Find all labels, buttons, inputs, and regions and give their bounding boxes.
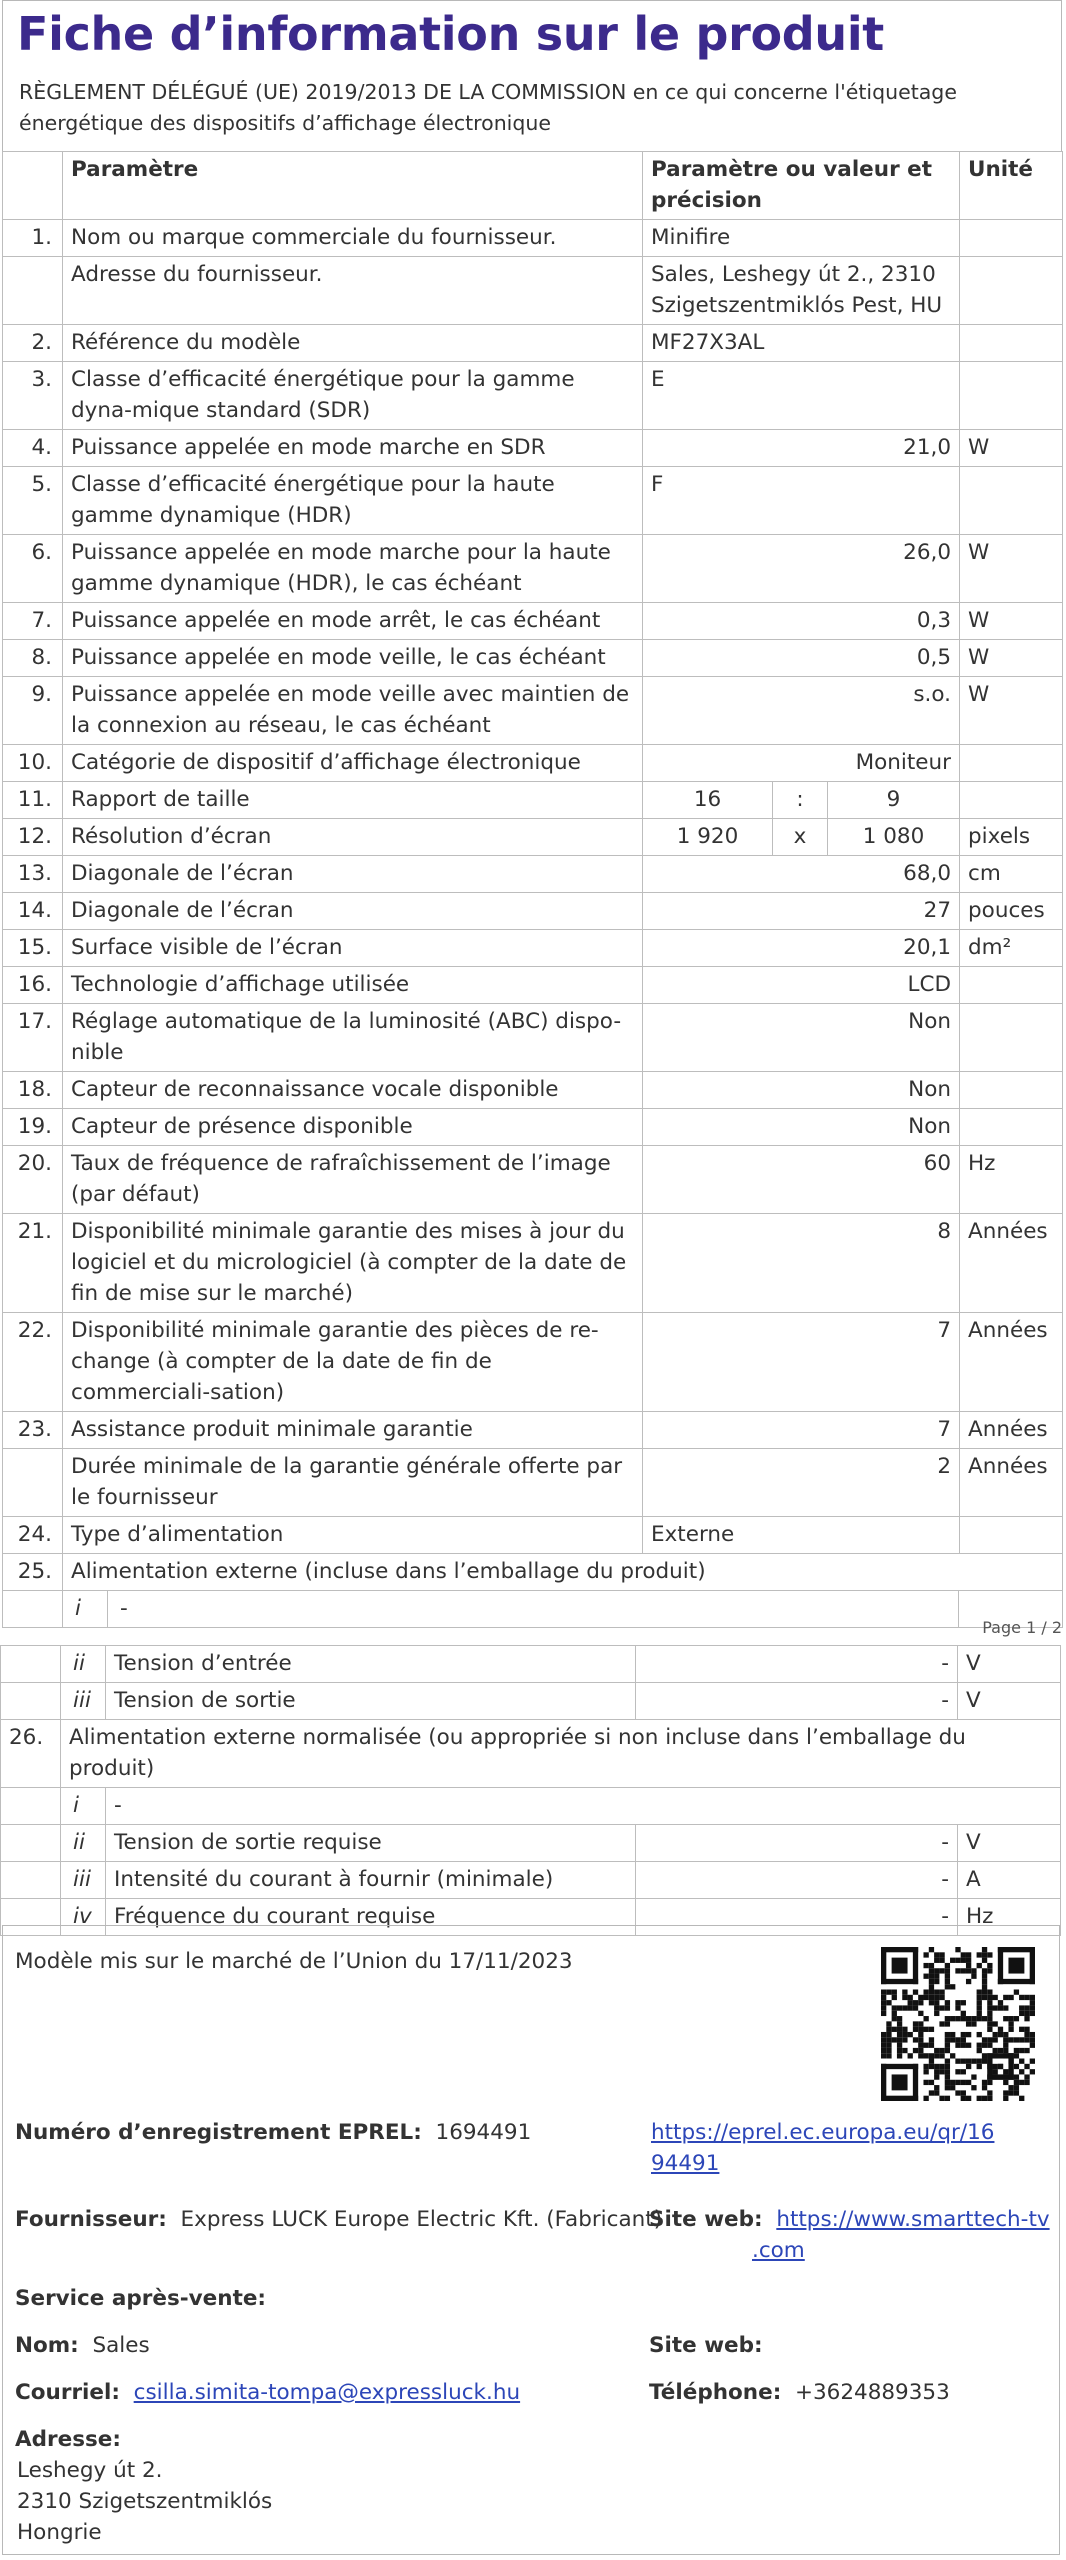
row-number: 20. xyxy=(3,1146,63,1214)
website-link-line-1[interactable]: https://www.smarttech-tv xyxy=(776,2207,1050,2232)
subrow-unit: Hz xyxy=(958,1899,1061,1936)
row-number: 25. xyxy=(3,1554,63,1591)
page-number: Page 1 / 2 xyxy=(982,1618,1062,1637)
table-subrow xyxy=(1,1683,1061,1720)
eprel-link-line-2[interactable]: 94491 xyxy=(651,2151,720,2176)
row-value-b: 1 080 xyxy=(828,819,960,856)
row-unit: cm xyxy=(960,856,1063,893)
row-number xyxy=(1,1646,61,1683)
name-value: Sales xyxy=(92,2333,150,2358)
row-unit: pixels xyxy=(960,819,1063,856)
row-number: 11. xyxy=(3,782,63,819)
table-row xyxy=(3,1517,1063,1554)
subrow-key: ii xyxy=(61,1825,106,1862)
row-value: 0,3 xyxy=(643,603,960,640)
row-number: 23. xyxy=(3,1412,63,1449)
eprel-label: Numéro d’enregistrement EPREL: xyxy=(15,2120,422,2145)
row-number xyxy=(3,1449,63,1517)
table-row xyxy=(3,1554,1063,1591)
website-label: Site web: xyxy=(649,2207,763,2232)
page-title: Fiche d’information sur le produit xyxy=(17,7,884,61)
supplier xyxy=(15,2204,662,2235)
subrow-unit: A xyxy=(958,1862,1061,1899)
email-label: Courriel: xyxy=(15,2380,120,2405)
row-parameter: Puissance appelée en mode arrêt, le cas échéant xyxy=(63,603,643,640)
row-parameter: Rapport de taille xyxy=(63,782,643,819)
row-parameter: Réglage automatique de la luminosité (ABC) dispo-nible xyxy=(63,1004,643,1072)
row-unit: pouces xyxy=(960,893,1063,930)
row-parameter: Type d’alimentation xyxy=(63,1517,643,1554)
row-unit: W xyxy=(960,603,1063,640)
row-value-a: 1 920 xyxy=(643,819,773,856)
row-parameter: Référence du modèle xyxy=(63,325,643,362)
row-value-b: 9 xyxy=(828,782,960,819)
row-unit: W xyxy=(960,677,1063,745)
service-email xyxy=(15,2377,520,2408)
row-number: 3. xyxy=(3,362,63,430)
row-unit: dm² xyxy=(960,930,1063,967)
row-number: 13. xyxy=(3,856,63,893)
table-row xyxy=(3,1313,1063,1412)
row-parameter: Puissance appelée en mode veille, le cas échéant xyxy=(63,640,643,677)
row-value: 2 xyxy=(643,1449,960,1517)
row-value-separator: x xyxy=(773,819,828,856)
header-parameter: Paramètre xyxy=(63,152,643,220)
row-parameter: Durée minimale de la garantie générale offerte par le fournisseur xyxy=(63,1449,643,1517)
row-number: 12. xyxy=(3,819,63,856)
supplier-website xyxy=(649,2204,1050,2266)
row-parameter: Disponibilité minimale garantie des mises à jour du logiciel et du micrologiciel (à compter de la date de fin de mise sur le marché) xyxy=(63,1214,643,1313)
row-parameter: Diagonale de l’écran xyxy=(63,893,643,930)
table-subrow xyxy=(1,1825,1061,1862)
row-unit: Hz xyxy=(960,1146,1063,1214)
subrow-key: iii xyxy=(61,1862,106,1899)
row-parameter: Taux de fréquence de rafraîchissement de l’image (par défaut) xyxy=(63,1146,643,1214)
row-parameter: Catégorie de dispositif d’affichage électronique xyxy=(63,745,643,782)
table-row xyxy=(3,782,1063,819)
table-row xyxy=(3,1109,1063,1146)
row-value: Non xyxy=(643,1072,960,1109)
eprel-registration xyxy=(15,2117,531,2148)
table-row xyxy=(3,1449,1063,1517)
subrow-key: ii xyxy=(61,1646,106,1683)
row-parameter: Puissance appelée en mode veille avec maintien de la connexion au réseau, le cas échéant xyxy=(63,677,643,745)
row-unit xyxy=(960,325,1063,362)
row-number: 1. xyxy=(3,220,63,257)
row-parameter: Alimentation externe normalisée (ou appropriée si non incluse dans l’emballage du produit) xyxy=(61,1720,1061,1788)
row-number: 21. xyxy=(3,1214,63,1313)
row-value: E xyxy=(643,362,960,430)
product-parameter-table xyxy=(2,151,1063,1628)
row-parameter: Classe d’efficacité énergétique pour la haute gamme dynamique (HDR) xyxy=(63,467,643,535)
row-parameter: Assistance produit minimale garantie xyxy=(63,1412,643,1449)
subrow-parameter: Fréquence du courant requise xyxy=(106,1899,636,1936)
row-value: F xyxy=(643,467,960,535)
row-unit xyxy=(960,1517,1063,1554)
row-unit: Années xyxy=(960,1313,1063,1412)
row-parameter: Technologie d’affichage utilisée xyxy=(63,967,643,1004)
row-value: 7 xyxy=(643,1313,960,1412)
address-label: Adresse: xyxy=(15,2427,121,2452)
row-unit xyxy=(960,745,1063,782)
table-row xyxy=(3,856,1063,893)
table-row xyxy=(3,1412,1063,1449)
subrow-parameter: Tension d’entrée xyxy=(106,1646,636,1683)
eprel-link[interactable] xyxy=(651,2117,994,2179)
row-parameter: Classe d’efficacité énergétique pour la gamme dyna-mique standard (SDR) xyxy=(63,362,643,430)
table-row xyxy=(3,1072,1063,1109)
row-number: 2. xyxy=(3,325,63,362)
row-value: 8 xyxy=(643,1214,960,1313)
row-value: 0,5 xyxy=(643,640,960,677)
row-parameter: Puissance appelée en mode marche pour la haute gamme dynamique (HDR), le cas échéant xyxy=(63,535,643,603)
after-sales-heading: Service après-vente: xyxy=(15,2286,267,2311)
row-number: 14. xyxy=(3,893,63,930)
table-row xyxy=(3,257,1063,325)
service-phone xyxy=(649,2377,950,2408)
row-number: 26. xyxy=(1,1720,61,1788)
row-value: 68,0 xyxy=(643,856,960,893)
table-subrow xyxy=(1,1788,1061,1825)
supplier-name: Express LUCK Europe Electric Kft. (Fabricant) xyxy=(180,2207,663,2232)
subrow-value: - xyxy=(636,1899,958,1936)
row-number: 10. xyxy=(3,745,63,782)
subrow-value: - xyxy=(108,1591,959,1627)
row-parameter: Capteur de reconnaissance vocale disponible xyxy=(63,1072,643,1109)
table-row xyxy=(3,467,1063,535)
name-label: Nom: xyxy=(15,2333,79,2358)
subrow-value: - xyxy=(636,1646,958,1683)
row-unit: Années xyxy=(960,1449,1063,1517)
row-unit: Années xyxy=(960,1214,1063,1313)
subrow-value: - xyxy=(636,1825,958,1862)
row-number: 22. xyxy=(3,1313,63,1412)
row-unit xyxy=(960,362,1063,430)
row-value: Minifire xyxy=(643,220,960,257)
row-parameter: Surface visible de l’écran xyxy=(63,930,643,967)
market-placement-date: Modèle mis sur le marché de l’Union du 17/11/2023 xyxy=(15,1949,573,1974)
subrow-parameter: Intensité du courant à fournir (minimale) xyxy=(106,1862,636,1899)
table-row xyxy=(3,640,1063,677)
row-unit xyxy=(960,1004,1063,1072)
table-header-row xyxy=(3,152,1063,220)
row-number xyxy=(1,1788,61,1825)
phone-value: +3624889353 xyxy=(794,2380,950,2405)
row-parameter: Adresse du fournisseur. xyxy=(63,257,643,325)
row-value: Non xyxy=(643,1004,960,1072)
table-subrow xyxy=(1,1646,1061,1683)
subrow-cell xyxy=(63,1591,1063,1628)
subrow-parameter: Tension de sortie xyxy=(106,1683,636,1720)
row-number: 18. xyxy=(3,1072,63,1109)
table-row xyxy=(3,535,1063,603)
table-row xyxy=(1,1720,1061,1788)
table-row xyxy=(3,819,1063,856)
regulation-subtitle: RÈGLEMENT DÉLÉGUÉ (UE) 2019/2013 DE LA COMMISSION en ce qui concerne l'étiquetage énergétique des dispositifs d’affichage électronique xyxy=(19,80,957,135)
row-unit: W xyxy=(960,535,1063,603)
row-value: Sales, Leshegy út 2., 2310 Szigetszentmiklós Pest, HU xyxy=(643,257,960,325)
header-box xyxy=(2,0,1062,152)
row-parameter: Capteur de présence disponible xyxy=(63,1109,643,1146)
row-number xyxy=(1,1825,61,1862)
table-row xyxy=(3,893,1063,930)
header-number-cell xyxy=(3,152,63,220)
address-line-2: 2310 Szigetszentmiklós xyxy=(17,2489,273,2514)
row-parameter: Nom ou marque commerciale du fournisseur. xyxy=(63,220,643,257)
row-number: 4. xyxy=(3,430,63,467)
row-number: 24. xyxy=(3,1517,63,1554)
row-number: 7. xyxy=(3,603,63,640)
table-row xyxy=(3,1214,1063,1313)
subrow-unit: V xyxy=(958,1683,1061,1720)
table-row xyxy=(3,430,1063,467)
website-link-line-2[interactable]: .com xyxy=(752,2238,805,2263)
table-row xyxy=(3,603,1063,640)
email-link[interactable]: csilla.simita-tompa@expressluck.hu xyxy=(133,2380,521,2405)
table-row xyxy=(3,1004,1063,1072)
row-value: 7 xyxy=(643,1412,960,1449)
subrow-key: iv xyxy=(61,1899,106,1936)
subrow-parameter: Tension de sortie requise xyxy=(106,1825,636,1862)
row-number xyxy=(3,1591,63,1628)
row-number: 19. xyxy=(3,1109,63,1146)
row-number: 8. xyxy=(3,640,63,677)
row-unit xyxy=(960,1072,1063,1109)
table-row xyxy=(3,967,1063,1004)
row-number: 17. xyxy=(3,1004,63,1072)
row-unit xyxy=(960,967,1063,1004)
row-number: 9. xyxy=(3,677,63,745)
table-subrow xyxy=(1,1862,1061,1899)
row-value: 60 xyxy=(643,1146,960,1214)
table-row xyxy=(3,362,1063,430)
subrow-value: - xyxy=(106,1788,1061,1825)
table-row xyxy=(3,325,1063,362)
address-line-3: Hongrie xyxy=(17,2520,102,2545)
table-row xyxy=(3,220,1063,257)
row-number xyxy=(1,1683,61,1720)
table-row xyxy=(3,745,1063,782)
row-value: 20,1 xyxy=(643,930,960,967)
row-parameter: Alimentation externe (incluse dans l’emballage du produit) xyxy=(63,1554,1063,1591)
row-unit: Années xyxy=(960,1412,1063,1449)
row-unit xyxy=(960,1109,1063,1146)
row-value: Externe xyxy=(643,1517,960,1554)
service-name xyxy=(15,2330,150,2361)
row-value: 21,0 xyxy=(643,430,960,467)
subrow-key: i xyxy=(61,1788,106,1825)
power-supply-table xyxy=(0,1645,1061,1936)
row-value: 27 xyxy=(643,893,960,930)
table-row xyxy=(3,1146,1063,1214)
row-number: 15. xyxy=(3,930,63,967)
phone-label: Téléphone: xyxy=(649,2380,782,2405)
row-unit: W xyxy=(960,430,1063,467)
row-parameter: Diagonale de l’écran xyxy=(63,856,643,893)
header-unit: Unité xyxy=(960,152,1063,220)
eprel-number: 1694491 xyxy=(435,2120,532,2145)
row-number: 16. xyxy=(3,967,63,1004)
row-unit xyxy=(960,220,1063,257)
row-value: 26,0 xyxy=(643,535,960,603)
row-value: Non xyxy=(643,1109,960,1146)
row-value: Moniteur xyxy=(643,745,960,782)
registration-footer xyxy=(2,1925,1060,2555)
row-value: s.o. xyxy=(643,677,960,745)
eprel-link-line-1[interactable]: https://eprel.ec.europa.eu/qr/16 xyxy=(651,2120,995,2145)
row-unit: W xyxy=(960,640,1063,677)
row-number xyxy=(1,1862,61,1899)
row-number xyxy=(3,257,63,325)
subrow-key: i xyxy=(63,1591,108,1627)
row-value: MF27X3AL xyxy=(643,325,960,362)
table-row xyxy=(3,930,1063,967)
subrow-value: - xyxy=(636,1862,958,1899)
row-number: 5. xyxy=(3,467,63,535)
row-parameter: Puissance appelée en mode marche en SDR xyxy=(63,430,643,467)
table-subrow xyxy=(3,1591,1063,1628)
subrow-unit: V xyxy=(958,1646,1061,1683)
row-parameter: Résolution d’écran xyxy=(63,819,643,856)
row-unit xyxy=(960,782,1063,819)
service-website-label: Site web: xyxy=(649,2333,763,2358)
supplier-label: Fournisseur: xyxy=(15,2207,167,2232)
row-value: LCD xyxy=(643,967,960,1004)
subrow-key: iii xyxy=(61,1683,106,1720)
row-value-a: 16 xyxy=(643,782,773,819)
subrow-unit: V xyxy=(958,1825,1061,1862)
qr-code-icon xyxy=(881,1947,1035,2101)
row-unit xyxy=(960,467,1063,535)
address-line-1: Leshegy út 2. xyxy=(17,2458,163,2483)
header-value: Paramètre ou valeur et précision xyxy=(643,152,960,220)
row-unit xyxy=(960,257,1063,325)
row-value-separator: : xyxy=(773,782,828,819)
table-row xyxy=(3,677,1063,745)
subrow-value: - xyxy=(636,1683,958,1720)
row-number: 6. xyxy=(3,535,63,603)
row-parameter: Disponibilité minimale garantie des pièces de re-change (à compter de la date de fin de commerciali-sation) xyxy=(63,1313,643,1412)
